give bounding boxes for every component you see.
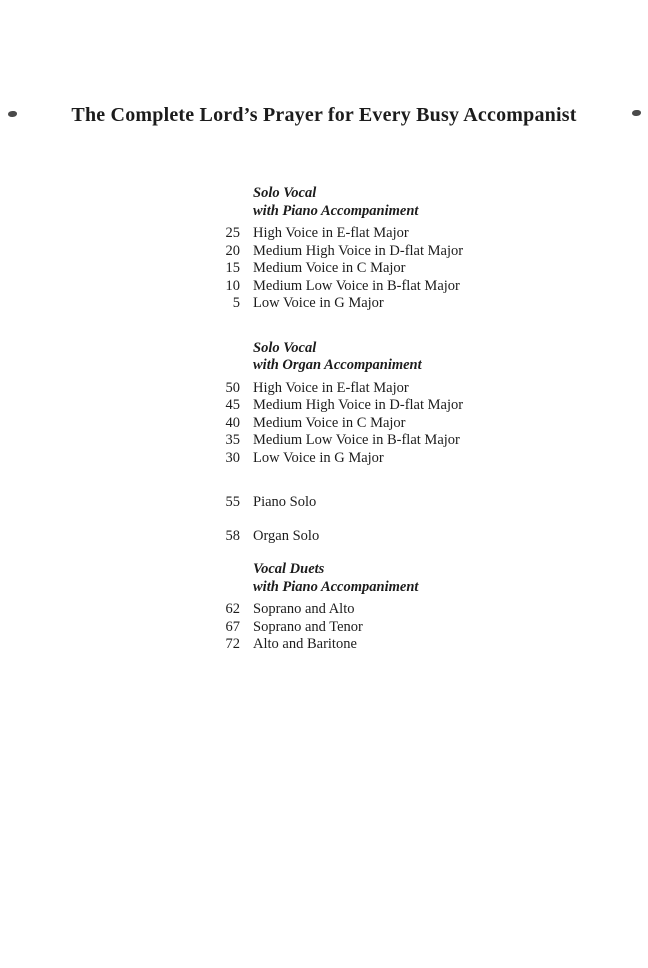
toc-page-number: 10	[225, 277, 240, 294]
toc-item-title: Medium Low Voice in B-flat Major	[253, 277, 460, 294]
toc-row	[204, 432, 648, 450]
toc-item-title: Medium Low Voice in B-flat Major	[253, 432, 460, 448]
toc-item-title: Medium Voice in C Major	[253, 414, 406, 431]
toc-page-number: 30	[225, 449, 240, 466]
section-heading-line-2: with Piano Accompaniment	[253, 202, 419, 219]
toc-row	[204, 450, 648, 468]
toc-item-title: High Voice in E-flat Major	[253, 225, 409, 241]
toc-row	[204, 415, 648, 433]
toc-item-title: Soprano and Alto	[253, 601, 355, 617]
toc-row	[204, 636, 648, 654]
toc-page-number: 25	[225, 225, 240, 241]
toc-page-number: 67	[225, 618, 240, 635]
toc-page-number: 50	[225, 379, 240, 396]
toc-item-title: Alto and Baritone	[253, 636, 357, 652]
toc-row	[204, 528, 648, 546]
toc-section-organ-solo	[204, 528, 648, 546]
toc-item-title: Low Voice in G Major	[253, 449, 384, 466]
toc-item-title: Piano Solo	[253, 494, 317, 510]
toc-page-number: 40	[225, 414, 240, 431]
toc-item-title: High Voice in E-flat Major	[253, 379, 409, 396]
toc-row	[204, 494, 648, 512]
toc-item-title: Medium High Voice in D-flat Major	[253, 242, 464, 259]
toc-row	[204, 380, 648, 398]
section-heading-line-1: Solo Vocal	[253, 185, 317, 201]
toc-row	[204, 619, 648, 637]
book-page	[0, 104, 648, 654]
toc-item-title: Low Voice in G Major	[253, 295, 384, 311]
toc-section-solo-vocal-organ	[204, 340, 648, 468]
toc-row	[204, 278, 648, 296]
toc-page-number: 5	[232, 295, 240, 311]
toc-item-title: Medium Voice in C Major	[253, 260, 406, 276]
section-heading	[253, 185, 648, 220]
toc-page-number: 35	[225, 432, 240, 448]
toc-row	[204, 397, 648, 415]
toc-row	[204, 601, 648, 619]
toc-section-piano-solo	[204, 494, 648, 512]
table-of-contents	[204, 185, 648, 654]
toc-page-number: 15	[225, 260, 240, 276]
section-heading-line-1: Vocal Duets	[253, 561, 325, 577]
toc-section-vocal-duets-piano	[204, 561, 648, 654]
toc-item-title: Medium High Voice in D-flat Major	[253, 397, 464, 413]
toc-page-number: 62	[225, 601, 240, 617]
toc-page-number: 55	[225, 494, 240, 510]
toc-page-number: 45	[225, 397, 240, 413]
corner-scan-mark-top-left	[8, 111, 17, 117]
toc-item-title: Organ Solo	[253, 527, 320, 544]
toc-page-number: 58	[225, 527, 240, 544]
section-heading-line-2: with Organ Accompaniment	[253, 357, 422, 373]
toc-item-title: Soprano and Tenor	[253, 618, 363, 635]
toc-section-solo-vocal-piano	[204, 185, 648, 313]
section-heading	[253, 340, 648, 375]
toc-row	[204, 260, 648, 278]
section-heading-line-1: Solo Vocal	[253, 339, 317, 356]
page-title: The Complete Lord’s Prayer for Every Busy Accompanist	[71, 104, 577, 126]
toc-row	[204, 243, 648, 261]
section-heading	[253, 561, 648, 596]
toc-row	[204, 225, 648, 243]
toc-page-number: 20	[225, 242, 240, 259]
toc-row	[204, 295, 648, 313]
section-heading-line-2: with Piano Accompaniment	[253, 578, 419, 595]
corner-scan-mark-top-right	[632, 110, 641, 116]
toc-page-number: 72	[225, 636, 240, 652]
